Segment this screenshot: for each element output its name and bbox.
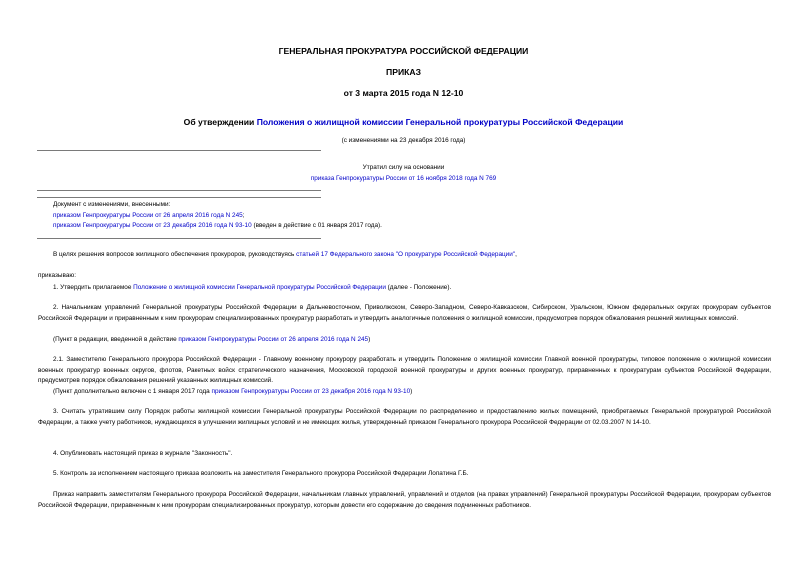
amendment-link-1[interactable]: приказом Генпрокуратуры России от 26 апреля 2016 года N 245 — [53, 211, 243, 219]
changes-item-tail: ; — [242, 211, 245, 219]
org-heading: ГЕНЕРАЛЬНАЯ ПРОКУРАТУРА РОССИЙСКОЙ ФЕДЕРАЦИИ — [278, 46, 529, 56]
title-prefix: Об утверждении — [183, 117, 257, 127]
intro-text: В целях решения вопросов жилищного обеспечения прокуроров, руководствуясь — [53, 251, 297, 258]
note-link[interactable]: приказом Генпрокуратуры России от 26 апреля 2016 года N 245 — [178, 336, 369, 343]
changes-heading: Документ с изменениями, внесенными: — [53, 201, 171, 208]
note-link[interactable]: приказом Генпрокуратуры России от 23 декабря 2016 года N 93-10 — [211, 388, 411, 395]
paragraph-4: 4. Опубликовать настоящий приказ в журнале "Законность". — [53, 450, 233, 457]
title-link[interactable]: Положения о жилищной комиссии Генеральной прокуратуры Российской Федерации — [256, 117, 624, 127]
p1-tail: (далее - Положение). — [385, 284, 452, 291]
intro-paragraph — [38, 250, 771, 261]
expired-link[interactable]: приказа Генпрокуратуры России от 16 ноября 2018 года N 769 — [310, 174, 497, 182]
paragraph-2-1-note — [53, 387, 753, 398]
note-text: (Пункт дополнительно включен с 1 января 2017 года — [53, 388, 212, 395]
law-link[interactable]: статьей 17 Федерального закона "О прокуратуре Российской Федерации" — [296, 251, 516, 258]
amendment-link-2[interactable]: приказом Генпрокуратуры России от 23 декабря 2016 года N 93-10 — [53, 222, 252, 229]
note-tail: ) — [410, 388, 413, 395]
paragraph-6: Приказ направить заместителям Генерального прокурора Российской Федерации, начальникам главных управлений, управлений и отделов (на правах управлений) Генеральной прокуратуры Российской Федерации, прокурорам субъектов Российской Федерации, приравненным к ним прокурорам специализированных прокуратур, которым довести его содержание до сведения подчиненных работников. — [38, 491, 771, 509]
note-tail: ) — [368, 336, 371, 343]
note-text: (Пункт в редакции, введенной в действие — [53, 336, 179, 343]
changes-item — [53, 211, 653, 222]
p1-text: 1. Утвердить прилагаемое — [53, 284, 134, 291]
divider — [37, 197, 321, 198]
changes-list — [53, 200, 653, 232]
expired-block — [0, 163, 807, 184]
changes-item — [53, 221, 653, 232]
divider — [37, 150, 321, 151]
order-word: приказываю: — [38, 272, 76, 279]
doc-type-heading: ПРИКАЗ — [386, 67, 421, 77]
expired-text: Утратил силу на основании — [362, 164, 445, 171]
paragraph-5: 5. Контроль за исполнением настоящего приказа возложить на заместителя Генерального прокурора Российской Федерации Лопатина Г.Б. — [53, 470, 469, 477]
changes-item-tail: (введен в действие с 01 января 2017 года). — [251, 222, 382, 229]
document-title — [0, 117, 807, 127]
paragraph-2-1: 2.1. Заместителю Генерального прокурора Российской Федерации - Главному военному прокурору разработать и утвердить Положение о жилищной комиссии Главной военной прокуратуры, типовое положение о жилищной комиссии военных прокуратур военных округов, флотов, Ракетных войск стратегического назначения, Московской городской военной прокуратуры и других военных прокуратур, приравненных к прокуратурам субъектов Российской Федерации, предусмотрев порядок обжалования решений указанных жилищных комиссий. — [38, 356, 771, 384]
paragraph-3: 3. Считать утратившим силу Порядок работы жилищной комиссии Генеральной прокуратуры Российской Федерации по распределению и предоставлению жилых помещений, приобретаемых Генеральной прокуратурой Российской Федерации, а также учету работников, нуждающихся в улучшении жилищных условий и не имеющих жилья, утвержденный приказом Генерального прокурора Российской Федерации от 02.03.2007 N 14-10. — [38, 408, 771, 426]
paragraph-2-note — [53, 335, 753, 346]
intro-tail: , — [515, 251, 517, 258]
regulation-link[interactable]: Положение о жилищной комиссии Генеральной прокуратуры Российской Федерации — [133, 284, 386, 291]
changes-note: (с изменениями на 23 декабря 2016 года) — [341, 137, 466, 144]
paragraph-2: 2. Начальникам управлений Генеральной прокуратуры Российской Федерации в Дальневосточном, Приволжском, Северо-Западном, Северо-Кавказском, Сибирском, Уральском, Южном федеральных округах прокурорам субъектов Российской Федерации и приравненным к ним прокурорам специализированных прокуратур разработать и утвердить аналогичные положения о жилищной комиссии, предусмотрев порядок обжалования решений жилищных комиссий. — [38, 304, 771, 322]
paragraph-1 — [38, 283, 771, 294]
divider — [37, 190, 321, 191]
divider — [37, 238, 321, 239]
date-number-heading: от 3 марта 2015 года N 12-10 — [343, 88, 464, 98]
